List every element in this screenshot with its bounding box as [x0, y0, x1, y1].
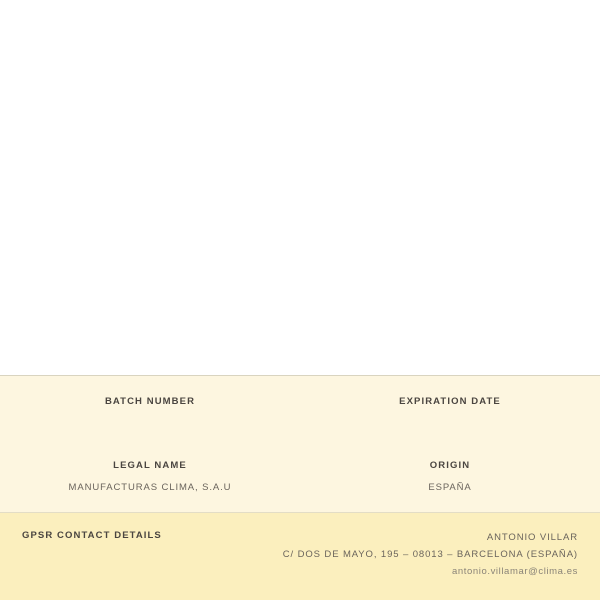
gpsr-email-link[interactable]: antonio.villamar@clima.es: [451, 566, 578, 577]
expiration-date-label: EXPIRATION DATE: [399, 396, 501, 407]
legal-name-label: LEGAL NAME: [113, 460, 187, 471]
info-row-batch-expiration: [0, 394, 600, 428]
batch-number-label: BATCH NUMBER: [104, 396, 196, 407]
info-field-legal-name: [0, 458, 300, 496]
gpsr-address: C/ DOS DE MAYO, 195 – 08013 – BARCELONA (ESPAÑA): [282, 549, 578, 560]
origin-label: ORIGIN: [429, 460, 471, 471]
origin-value: ESPAÑA: [428, 482, 472, 493]
expiration-date-value: [310, 416, 590, 428]
gpsr-contact-band: [0, 513, 600, 600]
gpsr-title: GPSR CONTACT DETAILS: [22, 530, 162, 541]
info-row-legal-origin: [0, 458, 600, 496]
info-field-expiration-date: [300, 394, 600, 428]
product-info-band: [0, 375, 600, 513]
gpsr-details: [162, 529, 578, 580]
gpsr-contact-name: ANTONIO VILLAR: [486, 532, 578, 543]
info-field-origin: [300, 458, 600, 496]
legal-name-value: MANUFACTURAS CLIMA, S.A.U: [68, 482, 232, 493]
info-field-batch-number: [0, 394, 300, 428]
batch-number-value: [10, 416, 290, 428]
